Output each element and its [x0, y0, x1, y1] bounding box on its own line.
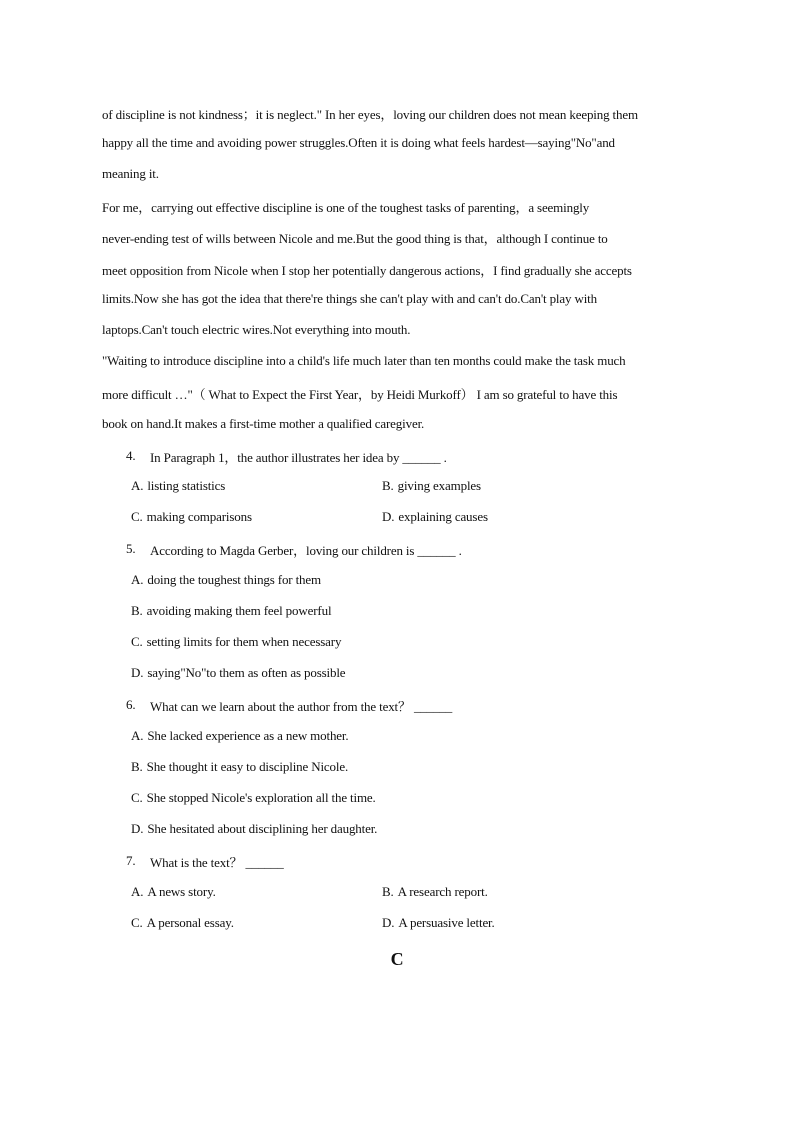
option-b[interactable]: [131, 603, 331, 619]
option-label: A.: [131, 572, 144, 587]
option-c[interactable]: [131, 915, 234, 931]
option-b[interactable]: [382, 884, 488, 900]
option-d[interactable]: [131, 665, 345, 681]
option-text: listing statistics: [147, 478, 226, 493]
question-number: 6.: [126, 697, 136, 712]
question-stem: What can we learn about the author from the text？ ______: [150, 699, 453, 714]
option-label: C.: [131, 915, 143, 930]
option-d[interactable]: [382, 915, 495, 931]
option-text: giving examples: [397, 478, 481, 493]
question-number: 7.: [126, 853, 136, 868]
option-a[interactable]: [131, 884, 216, 900]
option-label: A.: [131, 728, 144, 743]
option-text: A news story.: [147, 884, 216, 899]
option-text: setting limits for them when necessary: [146, 634, 342, 649]
passage-line: meet opposition from Nicole when I stop her potentially dangerous actions，I find gradually she accepts: [102, 263, 632, 278]
option-b[interactable]: [131, 759, 348, 775]
question-number: 4.: [126, 448, 136, 463]
option-label: D.: [131, 665, 144, 680]
option-text: making comparisons: [146, 509, 252, 524]
option-label: D.: [131, 821, 144, 836]
option-c[interactable]: [131, 509, 252, 525]
passage-line: "Waiting to introduce discipline into a child's life much later than ten months could make the task much: [102, 353, 626, 368]
option-label: B.: [382, 884, 394, 899]
passage-line: meaning it.: [102, 166, 159, 181]
option-text: She hesitated about disciplining her daughter.: [147, 821, 378, 836]
option-label: C.: [131, 634, 143, 649]
option-a[interactable]: [131, 728, 348, 744]
option-text: A personal essay.: [146, 915, 234, 930]
option-text: She stopped Nicole's exploration all the time.: [146, 790, 376, 805]
option-label: B.: [382, 478, 394, 493]
option-label: A.: [131, 478, 144, 493]
option-text: She lacked experience as a new mother.: [147, 728, 349, 743]
option-a[interactable]: [131, 572, 321, 588]
option-text: saying"No"to them as often as possible: [147, 665, 346, 680]
option-label: B.: [131, 759, 143, 774]
option-label: D.: [382, 915, 395, 930]
option-d[interactable]: [131, 821, 377, 837]
option-c[interactable]: [131, 790, 376, 806]
passage-line: of discipline is not kindness；it is neglect." In her eyes，loving our children does not mean keeping them: [102, 107, 638, 122]
question-stem: In Paragraph 1，the author illustrates her idea by ______ .: [150, 450, 447, 465]
passage-line: limits.Now she has got the idea that there're things she can't play with and can't do.Can't play with: [102, 291, 597, 306]
option-text: A persuasive letter.: [398, 915, 495, 930]
option-text: She thought it easy to discipline Nicole.: [146, 759, 349, 774]
passage-line: book on hand.It makes a first-time mother a qualified caregiver.: [102, 416, 425, 431]
passage-line: happy all the time and avoiding power struggles.Often it is doing what feels hardest—saying"No"and: [102, 135, 615, 150]
option-text: explaining causes: [398, 509, 488, 524]
question-stem: According to Magda Gerber，loving our children is ______ .: [150, 543, 462, 558]
option-label: C.: [131, 509, 143, 524]
option-label: B.: [131, 603, 143, 618]
option-text: A research report.: [397, 884, 488, 899]
option-text: doing the toughest things for them: [147, 572, 321, 587]
option-d[interactable]: [382, 509, 488, 525]
option-label: A.: [131, 884, 144, 899]
section-heading: C: [390, 949, 404, 969]
option-label: D.: [382, 509, 395, 524]
passage-line: laptops.Can't touch electric wires.Not everything into mouth.: [102, 322, 411, 337]
question-number: 5.: [126, 541, 136, 556]
option-c[interactable]: [131, 634, 341, 650]
option-text: avoiding making them feel powerful: [146, 603, 332, 618]
passage-line: more difficult …"（ What to Expect the First Year，by Heidi Murkoff） I am so grateful to have this: [102, 387, 618, 402]
option-label: C.: [131, 790, 143, 805]
option-b[interactable]: [382, 478, 481, 494]
question-stem: What is the text？ ______: [150, 855, 284, 870]
passage-line: never-ending test of wills between Nicole and me.But the good thing is that，although I continue to: [102, 231, 608, 246]
passage-line: For me，carrying out effective discipline is one of the toughest tasks of parenting，a seemingly: [102, 200, 590, 215]
option-a[interactable]: [131, 478, 225, 494]
